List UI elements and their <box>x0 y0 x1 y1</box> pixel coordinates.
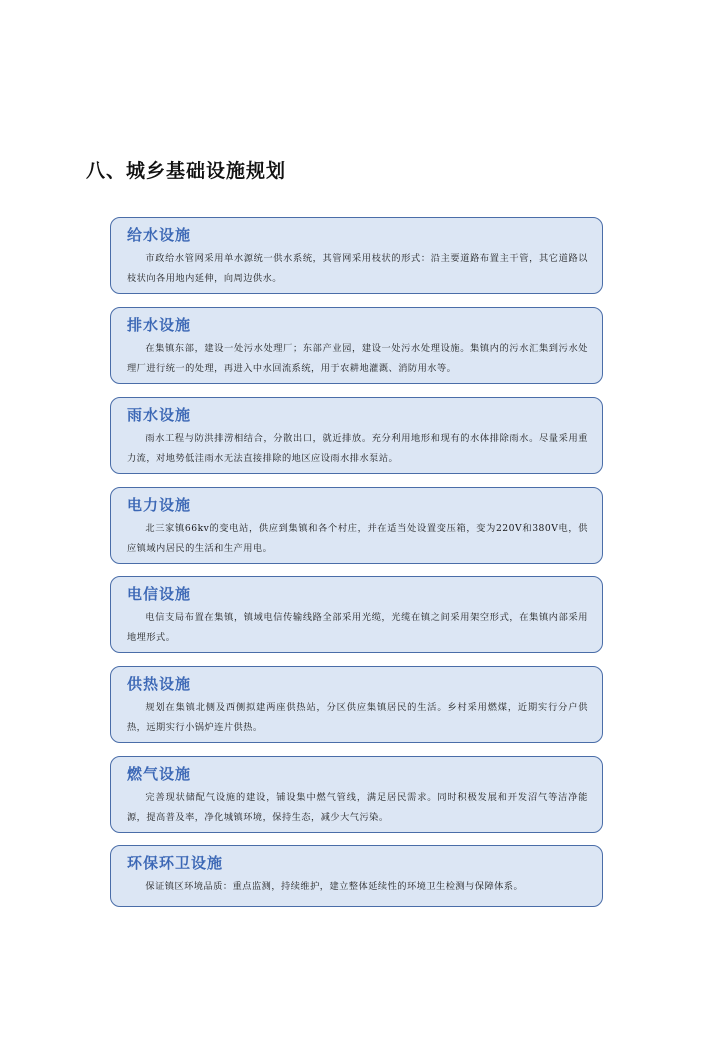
page-title: 八、城乡基础设施规划 <box>86 160 287 182</box>
section-title: 给水设施 <box>127 226 192 244</box>
section-card-drainage <box>110 307 603 384</box>
section-title: 燃气设施 <box>127 765 192 783</box>
section-card-gas <box>110 756 603 833</box>
section-title: 供热设施 <box>127 675 192 693</box>
section-body: 电信支局布置在集镇，镇域电信传输线路全部采用光缆，光缆在镇之间采用架空形式，在集镇内部采用地埋形式。 <box>127 612 588 643</box>
section-card-sanitation <box>110 845 603 907</box>
section-body: 完善现状储配气设施的建设，铺设集中燃气管线，满足居民需求。同时积极发展和开发沼气等洁净能源，提高普及率，净化城镇环境，保持生态，减少大气污染。 <box>127 792 588 823</box>
section-body: 北三家镇66kv的变电站，供应到集镇和各个村庄，并在适当处设置变压箱，变为220V和380V电，供应镇域内居民的生活和生产用电。 <box>127 523 588 554</box>
section-body: 在集镇东部，建设一处污水处理厂；东部产业园，建设一处污水处理设施。集镇内的污水汇集到污水处理厂进行统一的处理，再进入中水回流系统，用于农耕地灌溉、消防用水等。 <box>127 343 588 374</box>
section-body: 规划在集镇北侧及西侧拟建两座供热站，分区供应集镇居民的生活。乡村采用燃煤，近期实行分户供热，远期实行小锅炉连片供热。 <box>127 702 588 733</box>
section-card-telecom <box>110 576 603 653</box>
section-card-power <box>110 487 603 564</box>
section-card-rainwater <box>110 397 603 474</box>
section-body: 保证镇区环境品质：重点监测，持续维护，建立整体延续性的环境卫生检测与保障体系。 <box>145 881 524 892</box>
section-body: 雨水工程与防洪排涝相结合，分散出口，就近排放。充分利用地形和现有的水体排除雨水。尽量采用重力流，对地势低洼雨水无法直接排除的地区应设雨水排水泵站。 <box>127 433 588 464</box>
section-title: 雨水设施 <box>127 406 192 424</box>
section-title: 电力设施 <box>127 496 192 514</box>
section-title: 环保环卫设施 <box>127 854 224 872</box>
section-card-water-supply <box>110 217 603 294</box>
section-body: 市政给水管网采用单水源统一供水系统，其管网采用枝状的形式：沿主要道路布置主干管，其它道路以枝状向各用地内延伸，向周边供水。 <box>127 253 588 284</box>
section-title: 电信设施 <box>127 585 192 603</box>
section-title: 排水设施 <box>127 316 192 334</box>
section-card-heating <box>110 666 603 743</box>
